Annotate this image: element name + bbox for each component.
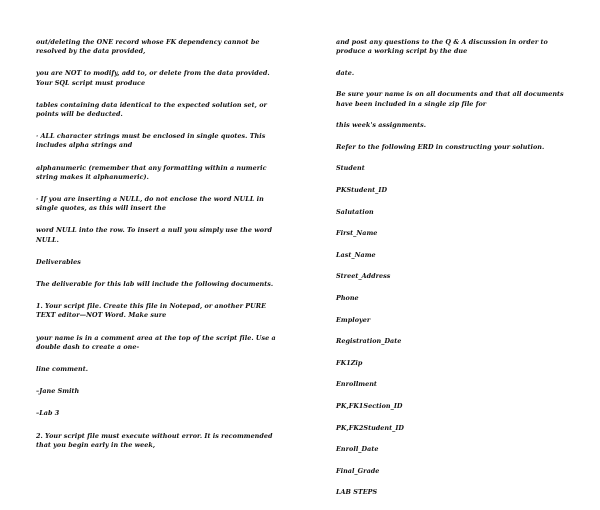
left-column (36, 38, 286, 463)
erd-field: Registration_Date (336, 337, 402, 346)
erd-field: Last_Name (336, 250, 376, 259)
paragraph: The deliverable for this lab will include the following documents. (36, 280, 274, 289)
paragraph: 1. Your script file. Create this file in Notepad, or another PURE TEXT editor—NOT Word. Make sure (36, 302, 267, 320)
section-heading: LAB STEPS (336, 488, 378, 497)
paragraph: · If you are inserting a NULL, do not enclose the word NULL in single quotes, as this will insert the (36, 195, 264, 213)
paragraph: 2. Your script file must execute without error. It is recommended that you begin early in the week, (36, 431, 273, 449)
code-comment-line: –Jane Smith (36, 387, 80, 396)
paragraph: line comment. (36, 365, 89, 374)
section-heading: Deliverables (36, 257, 81, 266)
right-column (336, 38, 566, 510)
paragraph: out/deleting the ONE record whose FK dependency cannot be resolved by the data provided, (36, 38, 260, 56)
erd-field: Street_Address (336, 272, 391, 281)
paragraph: and post any questions to the Q & A discussion in order to produce a working script by the due (336, 38, 548, 56)
paragraph: you are NOT to modify, add to, or delete from the data provided. Your SQL script must produce (36, 69, 270, 87)
erd-entity-name: Student (336, 164, 365, 173)
code-comment-line: –Lab 3 (36, 409, 60, 418)
erd-entity-name: Enrollment (336, 380, 377, 389)
paragraph: Refer to the following ERD in constructing your solution. (336, 142, 545, 151)
erd-field: Phone (336, 293, 359, 302)
paragraph: your name is in a comment area at the top of the script file. Use a double dash to create a one- (36, 333, 276, 351)
paragraph: tables containing data identical to the expected solution set, or points will be deducted. (36, 100, 267, 119)
erd-field: Salutation (336, 207, 374, 216)
paragraph: · ALL character strings must be enclosed in single quotes. This includes alpha strings and (36, 132, 266, 150)
erd-field: First_Name (336, 229, 378, 238)
erd-field: PK,FK2Student_ID (336, 423, 404, 432)
paragraph: word NULL into the row. To insert a null you simply use the word NULL. (36, 226, 273, 244)
erd-field: FK1Zip (336, 358, 363, 367)
erd-field: Employer (336, 315, 371, 324)
erd-field: Enroll_Date (336, 445, 379, 454)
paragraph: date. (336, 68, 355, 77)
erd-field: PK,FK1Section_ID (336, 401, 403, 410)
paragraph: this week's assignments. (336, 121, 427, 130)
erd-field: Final_Grade (336, 466, 380, 475)
paragraph: alphanumeric (remember that any formatting within a numeric string makes it alphanumeric). (36, 163, 267, 181)
paragraph: Be sure your name is on all documents and that all documents have been included in a single zip file for (336, 90, 564, 108)
erd-field: PKStudent_ID (336, 185, 388, 194)
